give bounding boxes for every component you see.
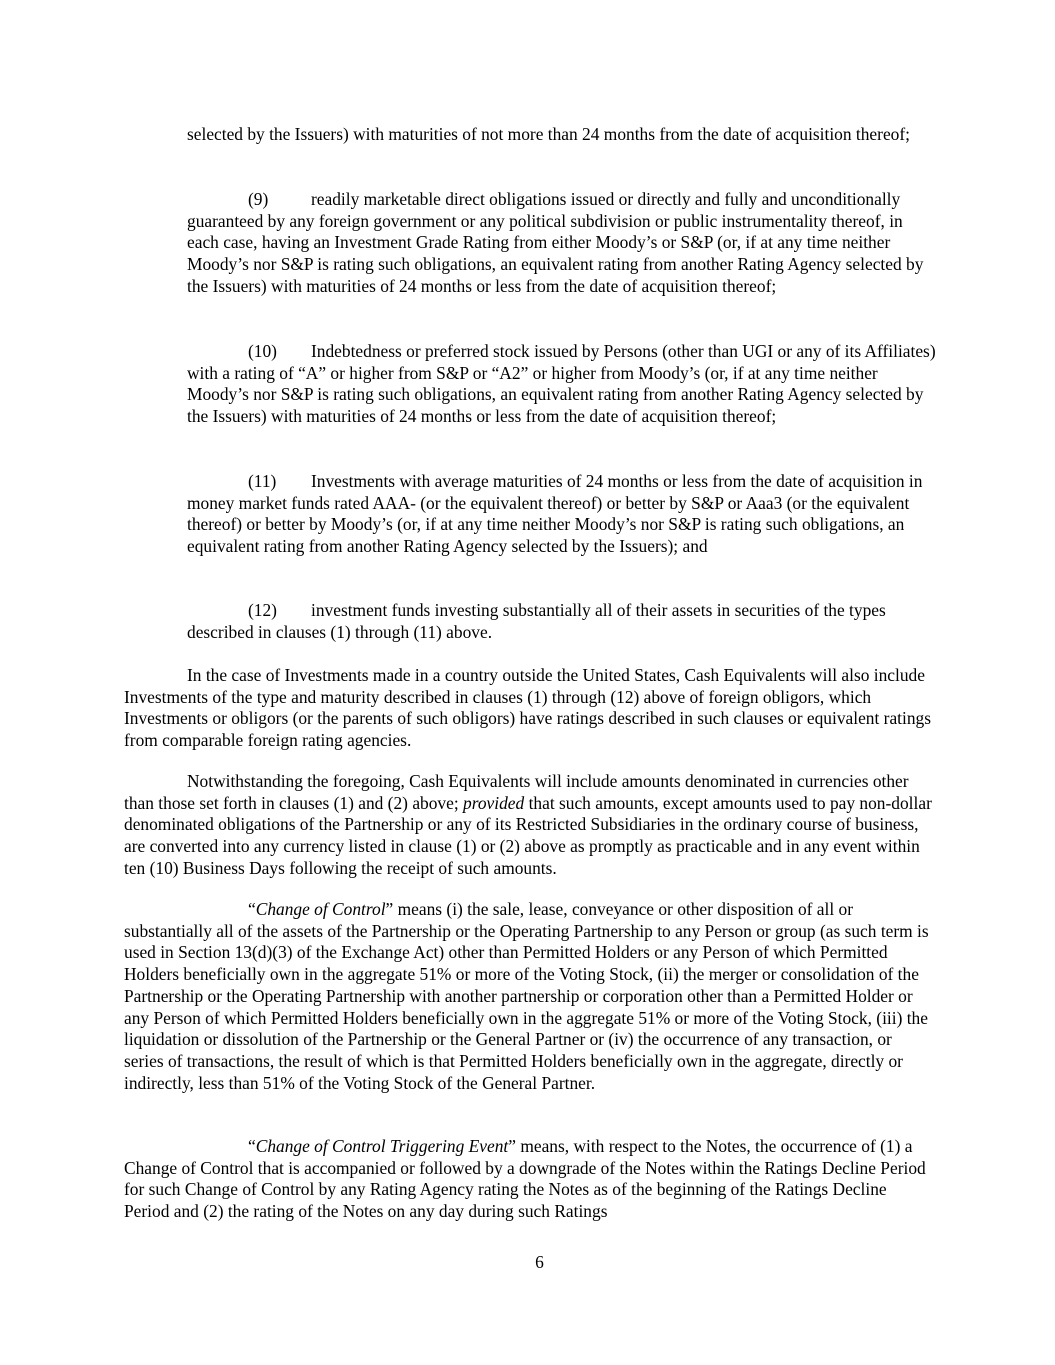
continued-paragraph-text: selected by the Issuers) with maturities of not more than 24 months from the date of acquisition thereof; <box>187 124 910 144</box>
clause-number: (9) <box>248 189 269 209</box>
provided-term: provided <box>463 792 525 813</box>
clause-11 <box>187 471 937 558</box>
continued-paragraph <box>187 124 937 146</box>
notwithstanding-paragraph <box>124 771 934 880</box>
clause-12 <box>187 600 937 643</box>
clause-text: Indebtedness or preferred stock issued by Persons (other than UGI or any of its Affiliates) with a rating of “A” or higher from S&P or “A2” or higher from Moody’s (or, if at any time neither Moody’s nor S&P is rating such obligations, an equivalent rating from another Rating Agency selected by the Issuers) with maturities of 24 months or less from the date of acquisition thereof; <box>187 341 936 427</box>
clause-text: Investments with average maturities of 24 months or less from the date of acquisition in money market funds rated AAA- (or the equivalent thereof) or better by S&P or Aaa3 (or the equivalent thereof) or better by Moody’s (or, if at any time neither Moody’s nor S&P is rating such obligations, an equivalent rating from another Rating Agency selected by the Issuers); and <box>187 471 923 557</box>
page-number: 6 <box>535 1252 544 1272</box>
clause-10 <box>187 341 937 428</box>
foreign-investments-paragraph <box>124 665 934 752</box>
defined-term: Change of Control <box>255 899 386 919</box>
paragraph-text: that such amounts, except amounts used to pay non-dollar denominated obligations of the Partnership or any of its Restricted Subsidiaries in the ordinary course of business, are converted into any currency listed in clause (1) or (2) above as promptly as practicable and in any event within ten (10) Business Days following the receipt of such amounts. <box>124 792 932 878</box>
paragraph-text: Notwithstanding the foregoing, Cash Equivalents will include amounts denominated in currencies other than those set forth in clauses (1) and (2) above; <box>124 771 909 813</box>
definition-text: means (i) the sale, lease, conveyance or other disposition of all or substantially all of the assets of the Partnership or the Operating Partnership to any Person or group (as such term is used in Section 13(d)(3) of the Exchange Act) other than Permitted Holders or any Person of which Permitted Holders beneficially own in the aggregate 51% or more of the Voting Stock, (ii) the merger or consolidation of the Partnership or the Operating Partnership with another partnership or corporation other than a Permitted Holder or any Person of which Permitted Holders beneficially own in the aggregate 51% or more of the Voting Stock, (iii) the liquidation or dissolution of the Partnership or the General Partner or (iv) the occurrence of any transaction, or series of transactions, the result of which is that Permitted Holders beneficially own in the aggregate, directly or indirectly, less than 51% of the Voting Stock of the General Partner. <box>124 899 929 1093</box>
paragraph-text: In the case of Investments made in a country outside the United States, Cash Equivalents will also include Investments of the type and maturity described in clauses (1) through (12) above of foreign obligors, which Investments or obligors (or the parents of such obligors) have ratings described in such clauses or equivalent ratings from comparable foreign rating agencies. <box>124 665 932 751</box>
clause-text: investment funds investing substantially all of their assets in securities of the types described in clauses (1) through (11) above. <box>187 600 886 642</box>
clause-text: readily marketable direct obligations issued or directly and fully and unconditionally guaranteed by any foreign government or any political subdivision or public instrumentality thereof, in each case, having an Investment Grade Rating from either Moody’s or S&P (or, if at any time neither Moody’s nor S&P is rating such obligations, an equivalent rating from another Rating Agency selected by the Issuers) with maturities of 24 months or less from the date of acquisition thereof; <box>187 189 924 296</box>
clause-9 <box>187 189 937 298</box>
clause-number: (10) <box>248 341 277 361</box>
clause-number: (11) <box>248 471 277 491</box>
definition-change-of-control-triggering-event: “Change of Control Triggering Event” means, with respect to the Notes, the occurrence of (1) a Change of Control that is accompanied or followed by a downgrade of the Notes within the Ratings Decline Period for such Change of Control by any Rating Agency rating the Notes as of the beginning of the Ratings Decline Period and (2) the rating of the Notes on any day during such Ratings <box>124 1136 926 1222</box>
defined-term: Change of Control Triggering Event <box>255 1136 509 1156</box>
clause-number: (12) <box>248 600 277 620</box>
definition-text: means, with respect to the Notes, the occurrence of (1) a Change of Control that is accompanied or followed by a downgrade of the Notes within the Ratings Decline Period for such Change of Control by any Rating Agency rating the Notes as of the beginning of the Ratings Decline Period and (2) the rating of the Notes on any day during such Ratings <box>124 1136 926 1222</box>
definition-change-of-control: “Change of Control” means (i) the sale, lease, conveyance or other disposition of all or substantially all of the assets of the Partnership or the Operating Partnership to any Person or group (as such term is used in Section 13(d)(3) of the Exchange Act) other than Permitted Holders or any Person of which Permitted Holders beneficially own in the aggregate 51% or more of the Voting Stock, (ii) the merger or consolidation of the Partnership or the Operating Partnership with another partnership or corporation other than a Permitted Holder or any Person of which Permitted Holders beneficially own in the aggregate 51% or more of the Voting Stock, (iii) the liquidation or dissolution of the Partnership or the General Partner or (iv) the occurrence of any transaction, or series of transactions, the result of which is that Permitted Holders beneficially own in the aggregate, directly or indirectly, less than 51% of the Voting Stock of the General Partner. <box>124 899 929 1093</box>
